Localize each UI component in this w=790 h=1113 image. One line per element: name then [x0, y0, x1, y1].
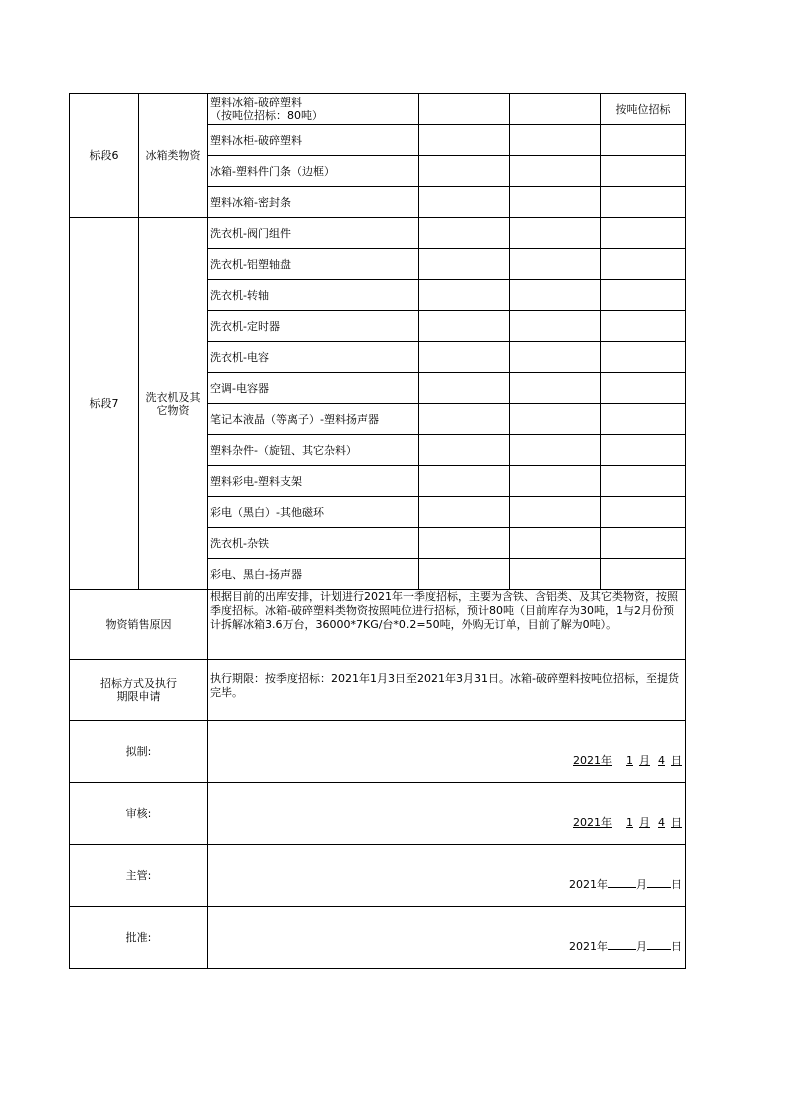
empty-cell	[510, 280, 601, 311]
empty-cell	[510, 187, 601, 218]
empty-cell	[601, 373, 686, 404]
item-cell	[208, 94, 419, 125]
empty-cell	[601, 559, 686, 590]
empty-cell	[419, 466, 510, 497]
empty-cell	[419, 497, 510, 528]
empty-cell	[510, 125, 601, 156]
empty-cell	[601, 466, 686, 497]
item-name: 塑料冰箱-密封条	[208, 187, 419, 218]
date-day: 4	[658, 754, 665, 767]
empty-cell	[419, 94, 510, 125]
item-subnote: （按吨位招标：80吨）	[210, 109, 323, 122]
day-blank	[647, 938, 671, 950]
approver-label: 批准:	[70, 907, 208, 969]
date-month-unit: 月	[639, 816, 650, 829]
empty-cell	[510, 404, 601, 435]
item-name: 彩电、黑白-扬声器	[208, 559, 419, 590]
supervisor-signature-area	[208, 845, 686, 907]
empty-cell	[419, 435, 510, 466]
empty-cell	[601, 435, 686, 466]
empty-cell	[510, 435, 601, 466]
table-row	[70, 660, 686, 721]
item-name: 塑料冰箱-破碎塑料	[210, 96, 302, 109]
day-blank	[647, 876, 671, 888]
item-name: 洗衣机-铝塑轴盘	[208, 249, 419, 280]
segment7-label: 标段7	[70, 218, 139, 590]
empty-cell	[419, 125, 510, 156]
drafter-label: 拟制:	[70, 721, 208, 783]
empty-cell	[601, 218, 686, 249]
empty-cell	[601, 404, 686, 435]
segment6-label: 标段6	[70, 94, 139, 218]
reviewer-signature-area	[208, 783, 686, 845]
empty-cell	[419, 218, 510, 249]
drafter-signature-area	[208, 721, 686, 783]
empty-cell	[510, 218, 601, 249]
method-label	[70, 660, 208, 721]
empty-cell	[510, 156, 601, 187]
empty-cell	[510, 497, 601, 528]
empty-cell	[601, 156, 686, 187]
empty-cell	[419, 187, 510, 218]
supervisor-label: 主管:	[70, 845, 208, 907]
empty-cell	[601, 249, 686, 280]
empty-cell	[601, 311, 686, 342]
method-label-line2: 期限申请	[116, 690, 161, 703]
empty-cell	[601, 528, 686, 559]
item-name: 洗衣机-阀门组件	[208, 218, 419, 249]
date-month: 1	[626, 816, 633, 829]
date-month-unit: 月	[636, 878, 647, 891]
method-label-line1: 招标方式及执行	[100, 677, 177, 690]
approver-date	[569, 938, 682, 953]
tender-method-note: 按吨位招标	[601, 94, 686, 125]
table-row	[70, 590, 686, 660]
empty-cell	[510, 373, 601, 404]
empty-cell	[601, 342, 686, 373]
signature-row	[70, 783, 686, 845]
item-name: 洗衣机-定时器	[208, 311, 419, 342]
date-month-unit: 月	[639, 754, 650, 767]
signature-row	[70, 721, 686, 783]
date-day-unit: 日	[671, 940, 682, 953]
empty-cell	[419, 249, 510, 280]
empty-cell	[419, 404, 510, 435]
empty-cell	[419, 156, 510, 187]
month-blank	[608, 876, 636, 888]
empty-cell	[510, 342, 601, 373]
item-name: 彩电（黑白）-其他磁环	[208, 497, 419, 528]
date-year: 2021年	[569, 878, 608, 891]
item-name: 洗衣机-转轴	[208, 280, 419, 311]
supervisor-date	[569, 876, 682, 891]
item-name: 笔记本液晶（等离子）-塑料扬声器	[208, 404, 419, 435]
empty-cell	[510, 311, 601, 342]
segment7-category	[139, 218, 208, 590]
segment7-category-line2: 它物资	[156, 403, 190, 417]
date-day-unit: 日	[671, 816, 682, 829]
reviewer-date	[573, 816, 682, 829]
empty-cell	[419, 342, 510, 373]
approver-signature-area	[208, 907, 686, 969]
empty-cell	[419, 559, 510, 590]
empty-cell	[419, 528, 510, 559]
empty-cell	[601, 280, 686, 311]
empty-cell	[510, 249, 601, 280]
signature-row	[70, 907, 686, 969]
empty-cell	[601, 125, 686, 156]
item-name: 塑料彩电-塑料支架	[208, 466, 419, 497]
empty-cell	[601, 497, 686, 528]
item-name: 洗衣机-杂铁	[208, 528, 419, 559]
date-year: 2021年	[569, 940, 608, 953]
table-row	[70, 218, 686, 249]
reason-text: 根据目前的出库安排，计划进行2021年一季度招标，主要为含铁、含铝类、及其它类物资，按照季度招标。冰箱-破碎塑料类物资按照吨位进行招标，预计80吨（目前库存为30吨，1与2月份预计拆解冰箱3.6万台，36000*7KG/台*0.2=50吨，外购无订单，目前了解为0吨）。	[208, 590, 686, 660]
item-name: 塑料杂件-（旋钮、其它杂料）	[208, 435, 419, 466]
segment6-category: 冰箱类物资	[139, 94, 208, 218]
method-text: 执行期限：按季度招标：2021年1月3日至2021年3月31日。冰箱-破碎塑料按吨位招标，至提货完毕。	[208, 660, 686, 721]
empty-cell	[601, 187, 686, 218]
segment7-category-line1: 洗衣机及其	[145, 390, 201, 404]
reason-label: 物资销售原因	[70, 590, 208, 660]
signature-row	[70, 845, 686, 907]
date-day-unit: 日	[671, 754, 682, 767]
empty-cell	[510, 94, 601, 125]
item-name: 冰箱-塑料件门条（边框）	[208, 156, 419, 187]
drafter-date	[573, 754, 682, 767]
empty-cell	[510, 466, 601, 497]
date-day-unit: 日	[671, 878, 682, 891]
empty-cell	[419, 311, 510, 342]
empty-cell	[510, 528, 601, 559]
date-year: 2021年	[573, 754, 612, 767]
month-blank	[608, 938, 636, 950]
table-row	[70, 94, 686, 125]
empty-cell	[419, 373, 510, 404]
reviewer-label: 审核:	[70, 783, 208, 845]
date-year: 2021年	[573, 816, 612, 829]
date-month: 1	[626, 754, 633, 767]
date-month-unit: 月	[636, 940, 647, 953]
approval-form-table	[69, 93, 686, 969]
item-name: 塑料冰柜-破碎塑料	[208, 125, 419, 156]
item-name: 空调-电容器	[208, 373, 419, 404]
item-name: 洗衣机-电容	[208, 342, 419, 373]
empty-cell	[510, 559, 601, 590]
date-day: 4	[658, 816, 665, 829]
empty-cell	[419, 280, 510, 311]
